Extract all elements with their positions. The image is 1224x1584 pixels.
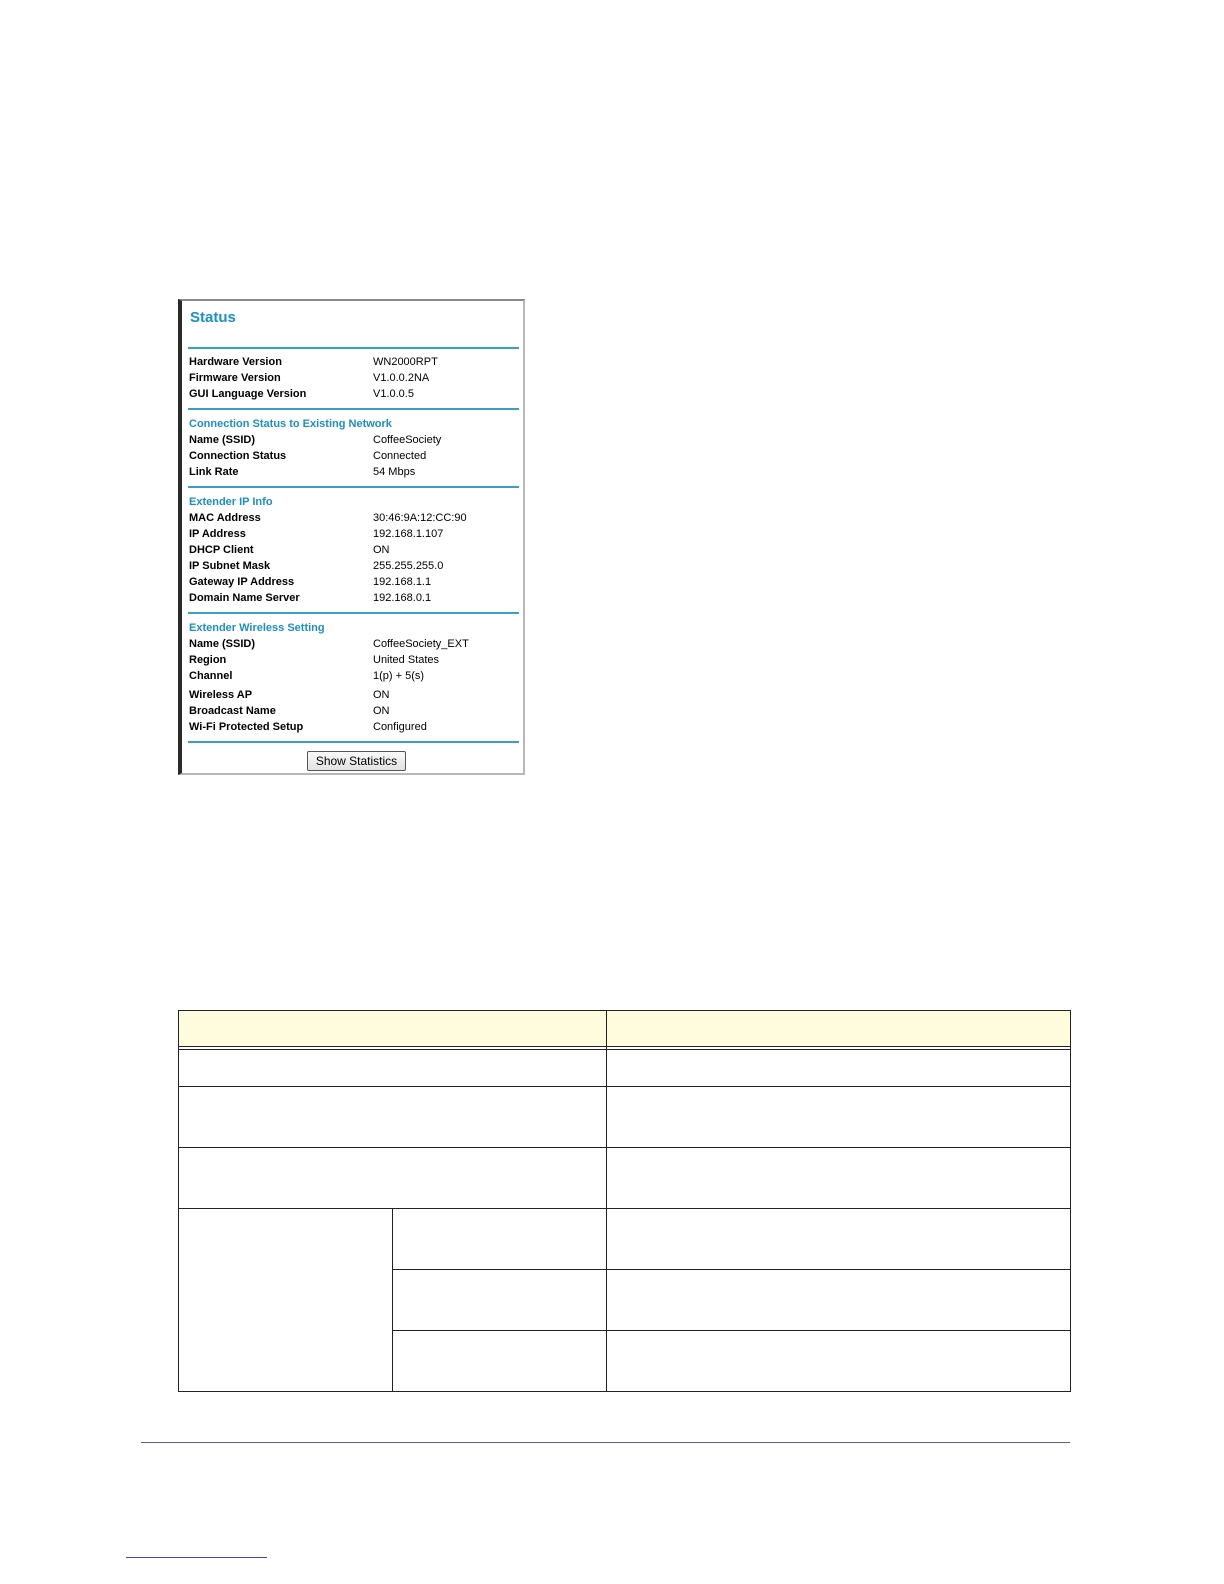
table-header-cell	[179, 1011, 607, 1047]
row-label: Wireless AP	[189, 689, 253, 701]
table-cell	[607, 1270, 1071, 1331]
section-title-wireless: Extender Wireless Setting	[189, 622, 325, 634]
info-row	[189, 705, 519, 721]
row-label: IP Address	[189, 528, 246, 540]
row-label: IP Subnet Mask	[189, 560, 271, 572]
info-row	[189, 670, 519, 686]
row-value: 255.255.255.0	[373, 560, 444, 572]
row-label: GUI Language Version	[189, 388, 307, 400]
row-value: 1(p) + 5(s)	[373, 670, 425, 682]
row-label: MAC Address	[189, 512, 261, 524]
row-value: V1.0.0.2NA	[373, 372, 430, 384]
row-value: WN2000RPT	[373, 356, 438, 368]
table-cell	[179, 1209, 393, 1392]
row-value: 192.168.1.107	[373, 528, 444, 540]
separator	[188, 408, 519, 410]
table-cell	[607, 1050, 1071, 1087]
info-row	[189, 356, 519, 372]
table-cell	[179, 1050, 607, 1087]
info-row	[189, 654, 519, 670]
section-title-connection: Connection Status to Existing Network	[189, 418, 392, 430]
row-value: 192.168.0.1	[373, 592, 432, 604]
row-value: United States	[373, 654, 440, 666]
row-label: Gateway IP Address	[189, 576, 295, 588]
row-label: Channel	[189, 670, 233, 682]
table-cell	[607, 1148, 1071, 1209]
row-value: 54 Mbps	[373, 466, 416, 478]
table-cell	[607, 1331, 1071, 1392]
footer-rule	[141, 1442, 1070, 1443]
row-value: Configured	[373, 721, 427, 733]
row-value: CoffeeSociety_EXT	[373, 638, 469, 650]
row-value: 30:46:9A:12:CC:90	[373, 512, 467, 524]
row-label: DHCP Client	[189, 544, 254, 556]
info-row	[189, 638, 519, 654]
row-value: ON	[373, 689, 390, 701]
row-label: Name (SSID)	[189, 638, 256, 650]
table-row	[179, 1209, 1071, 1270]
table-cell	[607, 1209, 1071, 1270]
row-label: Connection Status	[189, 450, 287, 462]
table-cell	[393, 1331, 607, 1392]
info-row	[189, 388, 519, 404]
info-row	[189, 721, 519, 737]
section-title-ip-info: Extender IP Info	[189, 496, 273, 508]
separator	[188, 486, 519, 488]
row-label: Broadcast Name	[189, 705, 276, 717]
row-value: ON	[373, 705, 390, 717]
row-label: Wi-Fi Protected Setup	[189, 721, 304, 733]
row-value: ON	[373, 544, 390, 556]
show-statistics-button[interactable]: Show Statistics	[307, 751, 406, 771]
status-title: Status	[190, 309, 236, 326]
row-label: Firmware Version	[189, 372, 281, 384]
info-row	[189, 544, 519, 560]
table-cell	[393, 1209, 607, 1270]
row-label: Hardware Version	[189, 356, 282, 368]
separator	[188, 741, 519, 743]
status-screenshot	[178, 299, 525, 775]
info-row	[189, 528, 519, 544]
info-row	[189, 560, 519, 576]
settings-table	[178, 1010, 1071, 1392]
info-row	[189, 450, 519, 466]
row-label: Link Rate	[189, 466, 239, 478]
info-row	[189, 689, 519, 705]
info-row	[189, 592, 519, 608]
row-value: CoffeeSociety	[373, 434, 442, 446]
row-value: V1.0.0.5	[373, 388, 414, 400]
row-value: Connected	[373, 450, 427, 462]
info-row	[189, 576, 519, 592]
table-row	[179, 1050, 1071, 1087]
row-label: Domain Name Server	[189, 592, 300, 604]
footer-link-underline	[126, 1557, 267, 1558]
table-cell	[179, 1087, 607, 1148]
table-header-row	[179, 1011, 1071, 1047]
info-row	[189, 512, 519, 528]
info-row	[189, 372, 519, 388]
table-row	[179, 1148, 1071, 1209]
row-value: 192.168.1.1	[373, 576, 432, 588]
info-row	[189, 434, 519, 450]
table-header-cell	[607, 1011, 1071, 1047]
table-cell	[179, 1148, 607, 1209]
table-cell	[393, 1270, 607, 1331]
row-label: Region	[189, 654, 227, 666]
separator	[188, 347, 519, 349]
info-row	[189, 466, 519, 482]
table-row	[179, 1087, 1071, 1148]
separator	[188, 612, 519, 614]
table-cell	[607, 1087, 1071, 1148]
row-label: Name (SSID)	[189, 434, 256, 446]
